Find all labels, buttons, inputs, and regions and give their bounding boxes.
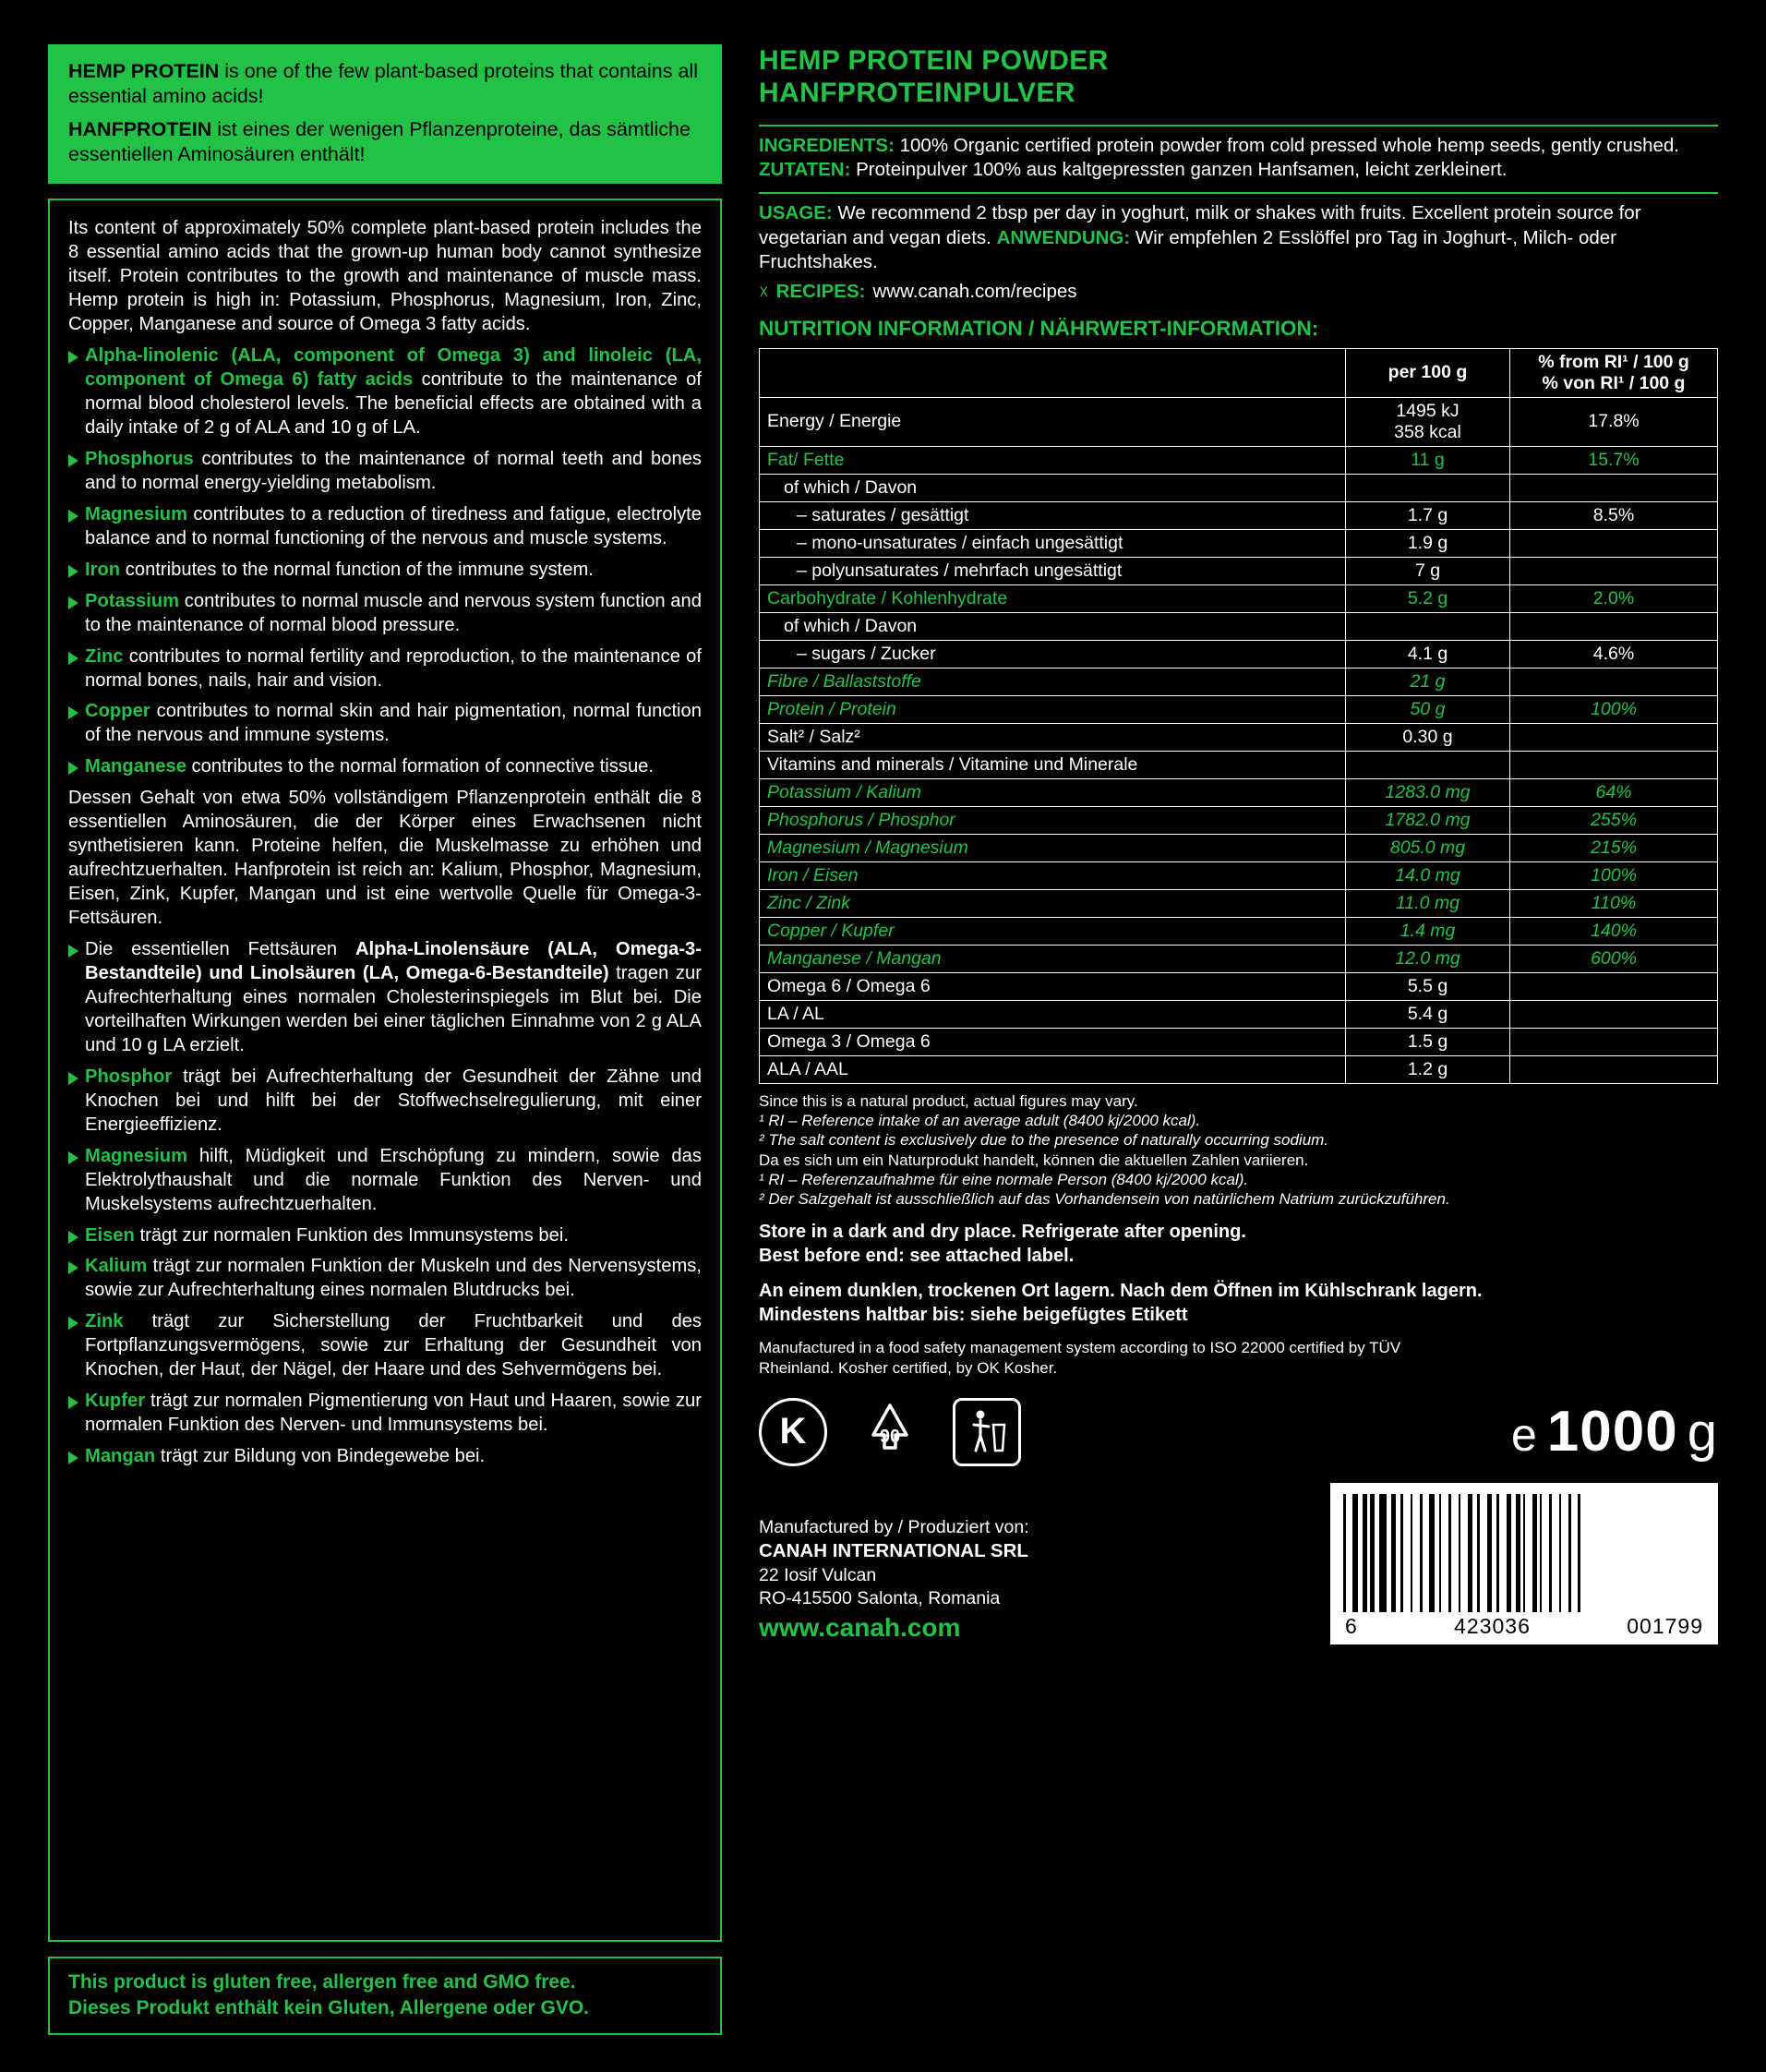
benefit-lead: Alpha-linolenic (ALA, component of Omega 3) and linoleic (LA, component of Omega 6) fatty acids xyxy=(85,345,702,391)
row-label: Fat/ Fette xyxy=(760,446,1346,474)
storage-de-1: An einem dunklen, trockenen Ort lagern. Nach dem Öffnen im Kühlschrank lagern. xyxy=(759,1281,1483,1302)
nutrition-heading: NUTRITION INFORMATION / NÄHRWERT-INFORMATION: xyxy=(759,316,1319,340)
barcode xyxy=(1330,1483,1718,1644)
row-label: – mono-unsaturates / einfach ungesättigt xyxy=(760,529,1346,557)
recycle-icon xyxy=(851,1398,929,1466)
row-value: 5.2 g xyxy=(1346,584,1510,612)
manufacturer-block xyxy=(759,1516,1312,1644)
row-ri xyxy=(1510,529,1718,557)
table-row xyxy=(760,557,1718,584)
benefit-lead: Alpha-Linolensäure (ALA, Omega-3-Bestandteile) und Linolsäuren (LA, Omega-6-Bestandteile) xyxy=(85,939,702,983)
hero-line-de xyxy=(68,117,702,167)
table-row xyxy=(760,889,1718,917)
cutlery-icon: ☓ xyxy=(759,282,769,303)
benefits-intro-de: Dessen Gehalt von etwa 50% vollständigem Pflanzenprotein enthält die 8 essentiellen Aminosäuren, die der Körper eines Erwachsenen nicht synthetisieren kann. Proteine helfen, die Muskelmasse zu erhöhen und aufrechtzuerhalten. Hanfprotein ist reich an: Kalium, Phosphor, Magnesium, Eisen, Zink, Kupfer, Mangan und ist eine wertvolle Quelle für Omega-3-Fettsäuren. xyxy=(68,788,702,929)
row-value: 7 g xyxy=(1346,557,1510,584)
benefit-kupfer-de xyxy=(68,1390,702,1438)
ingredients-text-de: Proteinpulver 100% aus kaltgepressten ganzen Hanfsamen, leicht zerkleinert. xyxy=(850,159,1508,181)
benefit-text: trägt zur normalen Funktion der Muskeln und des Nervensystems, sowie zur Aufrechterhaltung eines normalen Blutdrucks bei. xyxy=(85,1256,702,1301)
row-value: 1.5 g xyxy=(1346,1028,1510,1055)
benefit-text: trägt bei Aufrechterhaltung der Gesundheit der Zähne und Knochen bei und hilft bei der Stoffwechselregulierung, mit einer Energieeffizienz. xyxy=(85,1066,702,1135)
benefit-phosphorus-en xyxy=(68,448,702,496)
barcode-digits xyxy=(1343,1612,1705,1639)
benefit-magnesium-de xyxy=(68,1145,702,1217)
benefit-ala-la-de xyxy=(68,938,702,1058)
benefit-ala-la-en xyxy=(68,344,702,440)
benefit-text: contributes to the normal formation of connective tissue. xyxy=(186,756,655,777)
row-value xyxy=(1346,474,1510,501)
benefit-zink-de xyxy=(68,1310,702,1382)
table-row xyxy=(760,834,1718,861)
ingredients-label-en: INGREDIENTS: xyxy=(759,134,895,156)
left-column xyxy=(48,44,722,2035)
benefit-lead: Kalium xyxy=(85,1256,148,1277)
row-label: Omega 3 / Omega 6 xyxy=(760,1028,1346,1055)
benefit-text: trägt zur Sicherstellung der Fruchtbarkeit und des Fortpflanzungsvermögens, sowie zur Erhaltung der Gesundheit von Knochen, der Haut, der Nägel, der Haare und des Sehvermögens bei. xyxy=(85,1311,702,1380)
header-ri-line2: % von RI¹ / 100 g xyxy=(1542,372,1686,393)
benefit-lead: Copper xyxy=(85,701,150,722)
row-ri: 100% xyxy=(1510,695,1718,723)
manufacturer-street: 22 Iosif Vulcan xyxy=(759,1564,877,1585)
footnote-natural-de: Da es sich um ein Naturprodukt handelt, können die aktuellen Zahlen variieren. xyxy=(759,1150,1309,1169)
hero-en-bold: HEMP PROTEIN xyxy=(68,60,220,82)
row-label: Vitamins and minerals / Vitamine und Minerale xyxy=(760,751,1346,778)
storage-instructions xyxy=(759,1220,1718,1327)
benefit-lead: Potassium xyxy=(85,590,180,611)
manufacturer-city: RO-415500 Salonta, Romania xyxy=(759,1588,1001,1609)
hero-de-rest: ist eines der wenigen Pflanzenproteine, das sämtliche essentiellen Aminosäuren enthält! xyxy=(68,118,691,166)
row-label: Magnesium / Magnesium xyxy=(760,834,1346,861)
table-row xyxy=(760,640,1718,668)
recipes-label: RECIPES: xyxy=(775,281,866,303)
benefit-lead: Phosphorus xyxy=(85,448,194,469)
row-ri: 2.0% xyxy=(1510,584,1718,612)
storage-en-2: Best before end: see attached label. xyxy=(759,1246,1075,1267)
benefit-text: contributes to normal skin and hair pigmentation, normal function of the nervous and immune systems. xyxy=(85,701,702,746)
benefit-lead: Magnesium xyxy=(85,503,188,524)
row-label: of which / Davon xyxy=(760,474,1346,501)
row-ri: 140% xyxy=(1510,917,1718,945)
benefit-text: hilft, Müdigkeit und Erschöpfung zu mindern, sowie das Elektrolythaushalt und die normale Funktion des Nerven- und Muskelsystems aufrechtzuerhalten. xyxy=(85,1145,702,1214)
manufacturer-label: Manufactured by / Produziert von: xyxy=(759,1516,1029,1537)
table-header-row xyxy=(760,348,1718,397)
row-value: 1782.0 mg xyxy=(1346,806,1510,834)
row-value: 0.30 g xyxy=(1346,723,1510,751)
row-ri xyxy=(1510,1028,1718,1055)
benefit-lead: Zinc xyxy=(85,645,124,667)
benefit-text: trägt zur Bildung von Bindegewebe bei. xyxy=(155,1446,486,1467)
table-row xyxy=(760,584,1718,612)
row-ri: 215% xyxy=(1510,834,1718,861)
table-row xyxy=(760,1000,1718,1028)
row-ri xyxy=(1510,751,1718,778)
table-row xyxy=(760,668,1718,695)
certification-icons-row xyxy=(759,1398,1718,1466)
benefit-pre: Die essentiellen Fettsäuren xyxy=(85,939,355,960)
table-row xyxy=(760,945,1718,972)
row-value: 1.9 g xyxy=(1346,529,1510,557)
row-label: of which / Davon xyxy=(760,612,1346,640)
recipes-url[interactable]: www.canah.com/recipes xyxy=(872,281,1077,303)
footnote-ri-de: ¹ RI – Referenzaufnahme für eine normale Person (8400 kj/2000 kcal). xyxy=(759,1170,1249,1188)
allergen-claim-box xyxy=(48,1957,722,2035)
row-ri: 255% xyxy=(1510,806,1718,834)
row-ri: 8.5% xyxy=(1510,501,1718,529)
benefit-text: contributes to the maintenance of normal teeth and bones and to normal energy-yielding metabolism. xyxy=(85,448,702,493)
ingredients-label-de: ZUTATEN: xyxy=(759,159,851,181)
row-ri xyxy=(1510,612,1718,640)
benefit-kalium-de xyxy=(68,1255,702,1303)
weight-unit: g xyxy=(1687,1403,1718,1464)
estimated-sign: e xyxy=(1510,1409,1538,1462)
benefit-text: contributes to the normal function of the immune system. xyxy=(120,559,594,580)
storage-en-1: Store in a dark and dry place. Refrigerate after opening. xyxy=(759,1222,1246,1243)
ingredients-text-en: 100% Organic certified protein powder from cold pressed whole hemp seeds, gently crushed. xyxy=(894,134,1679,156)
row-value: 1.2 g xyxy=(1346,1055,1510,1083)
hero-de-bold: HANFPROTEIN xyxy=(68,118,212,141)
header-per-100g: per 100 g xyxy=(1346,348,1510,397)
row-label: – saturates / gesättigt xyxy=(760,501,1346,529)
row-ri: 110% xyxy=(1510,889,1718,917)
table-row xyxy=(760,917,1718,945)
row-ri: 17.8% xyxy=(1510,397,1718,446)
header-blank xyxy=(760,348,1346,397)
row-label: Fibre / Ballaststoffe xyxy=(760,668,1346,695)
row-label: Omega 6 / Omega 6 xyxy=(760,972,1346,1000)
storage-de-2: Mindestens haltbar bis: siehe beigefügtes Etikett xyxy=(759,1305,1188,1326)
benefit-lead: Magnesium xyxy=(85,1145,188,1166)
row-value: 1283.0 mg xyxy=(1346,778,1510,806)
usage-text-en: We recommend 2 tbsp per day in yoghurt, milk or shakes with fruits. Excellent protein source for vegetarian and vegan diets. xyxy=(759,202,1641,248)
manufacturer-name: CANAH INTERNATIONAL SRL xyxy=(759,1540,1028,1562)
table-row xyxy=(760,397,1718,446)
row-value: 1495 kJ 358 kcal xyxy=(1346,397,1510,446)
benefit-text: contributes to normal fertility and reproduction, to the maintenance of normal bones, nails, hair and vision. xyxy=(85,645,702,691)
benefits-intro-en: Its content of approximately 50% complete plant-based protein includes the 8 essential amino acids that the grown-up human body cannot synthesize itself. Protein contributes to the growth and maintenance of muscle mass. Hemp protein is high in: Potassium, Phosphorus, Magnesium, Iron, Zinc, Copper, Manganese and source of Omega 3 fatty acids. xyxy=(68,218,702,335)
kosher-k-icon xyxy=(759,1398,827,1466)
header-ri xyxy=(1510,348,1718,397)
row-value: 5.5 g xyxy=(1346,972,1510,1000)
table-row xyxy=(760,446,1718,474)
usage-label-en: USAGE: xyxy=(759,202,833,224)
benefit-magnesium-en xyxy=(68,503,702,551)
row-value: 14.0 mg xyxy=(1346,861,1510,889)
footer-row xyxy=(759,1483,1718,1644)
recycle-code-text: 90 xyxy=(879,1426,901,1447)
row-value: 11 g xyxy=(1346,446,1510,474)
benefit-mangan-de xyxy=(68,1445,702,1469)
benefit-manganese-en xyxy=(68,755,702,779)
table-row xyxy=(760,474,1718,501)
row-label: LA / AL xyxy=(760,1000,1346,1028)
usage-text-de: Wir empfehlen 2 Esslöffel pro Tag in Joghurt-, Milch- oder Fruchtshakes. xyxy=(759,226,1616,273)
hero-line-en xyxy=(68,59,702,109)
row-ri: 15.7% xyxy=(1510,446,1718,474)
benefit-iron-en xyxy=(68,559,702,583)
row-label: – polyunsaturates / mehrfach ungesättigt xyxy=(760,557,1346,584)
ingredients-paragraph xyxy=(759,134,1718,183)
cert-line-2: Rheinland. Kosher certified, by OK Kosher. xyxy=(759,1358,1058,1377)
table-row xyxy=(760,612,1718,640)
benefit-text: trägt zur normalen Pigmentierung von Haut und Haaren, sowie zur normalen Funktion des Nerven- und Immunsystems bei. xyxy=(85,1391,702,1436)
allergen-claim-en: This product is gluten free, allergen free and GMO free. xyxy=(68,1971,576,1994)
barcode-digits-mid1: 423036 xyxy=(1454,1613,1531,1638)
header-ri-line1: % from RI¹ / 100 g xyxy=(1538,351,1689,372)
table-row xyxy=(760,1028,1718,1055)
footnote-natural-en: Since this is a natural product, actual figures may vary. xyxy=(759,1091,1138,1110)
row-ri xyxy=(1510,557,1718,584)
nutrition-table xyxy=(759,348,1718,1084)
row-value: 5.4 g xyxy=(1346,1000,1510,1028)
row-ri xyxy=(1510,474,1718,501)
row-value: 1.4 mg xyxy=(1346,917,1510,945)
benefit-copper-en xyxy=(68,700,702,748)
table-footnotes xyxy=(759,1091,1718,1210)
benefit-text: contributes to normal muscle and nervous system function and to the maintenance of normal blood pressure. xyxy=(85,590,702,635)
row-label: Copper / Kupfer xyxy=(760,917,1346,945)
kosher-letter: K xyxy=(779,1411,807,1452)
divider-1 xyxy=(759,125,1718,126)
benefit-lead: Eisen xyxy=(85,1224,135,1246)
row-label: Potassium / Kalium xyxy=(760,778,1346,806)
benefit-text: tragen zur Aufrechterhaltung eines normalen Cholesterinspiegels im Blut bei. Die vorteilhaften Wirkungen werden bei einer täglichen Einnahme von 2 g ALA und 10 g LA erzielt. xyxy=(85,963,702,1055)
row-value: 805.0 mg xyxy=(1346,834,1510,861)
net-weight xyxy=(1511,1399,1718,1464)
benefit-lead: Manganese xyxy=(85,756,186,777)
hero-en-rest: is one of the few plant-based proteins that contains all essential amino acids! xyxy=(68,60,698,108)
benefits-box xyxy=(48,199,722,1942)
usage-paragraph xyxy=(759,201,1718,275)
row-ri: 4.6% xyxy=(1510,640,1718,668)
row-label: Protein / Protein xyxy=(760,695,1346,723)
benefit-text: contribute to the maintenance of normal blood cholesterol levels. The beneficial effects are obtained with a daily intake of 2 g of ALA and 10 g of LA. xyxy=(85,369,703,438)
table-row xyxy=(760,723,1718,751)
footnote-ri-en: ¹ RI – Reference intake of an average adult (8400 kj/2000 kcal). xyxy=(759,1112,1201,1130)
row-value: 1.7 g xyxy=(1346,501,1510,529)
row-label: Iron / Eisen xyxy=(760,861,1346,889)
manufacturing-certification-note xyxy=(759,1338,1718,1378)
footnote-salt-de: ² Der Salzgehalt ist ausschließlich auf das Vorhandensein von natürlichem Natrium zurückzuführen. xyxy=(759,1190,1450,1209)
row-ri: 100% xyxy=(1510,861,1718,889)
table-row xyxy=(760,972,1718,1000)
tidyman-icon xyxy=(953,1398,1021,1466)
benefit-lead: Zink xyxy=(85,1311,124,1332)
hero-green-banner xyxy=(48,44,722,184)
benefit-lead: Mangan xyxy=(85,1446,156,1467)
website-link[interactable]: www.canah.com xyxy=(759,1612,961,1642)
product-title-de: HANFPROTEINPULVER xyxy=(759,78,1075,109)
allergen-claim-de: Dieses Produkt enthält kein Gluten, Allergene oder GVO. xyxy=(68,1996,590,2018)
row-label: ALA / AAL xyxy=(760,1055,1346,1083)
table-row xyxy=(760,861,1718,889)
product-title-en: HEMP PROTEIN POWDER xyxy=(759,45,1109,76)
benefit-potassium-en xyxy=(68,590,702,638)
row-label: Manganese / Mangan xyxy=(760,945,1346,972)
benefit-lead: Phosphor xyxy=(85,1066,173,1087)
recycle-arrows-svg xyxy=(851,1398,929,1466)
benefit-lead: Kupfer xyxy=(85,1391,146,1412)
barcode-digits-mid2: 001799 xyxy=(1627,1613,1703,1638)
tidyman-svg xyxy=(966,1408,1008,1456)
benefit-zinc-en xyxy=(68,645,702,693)
benefit-text: contributes to a reduction of tiredness and fatigue, electrolyte balance and to normal functioning of the nervous and muscle systems. xyxy=(85,503,702,548)
row-label: – sugars / Zucker xyxy=(760,640,1346,668)
divider-2 xyxy=(759,192,1718,194)
table-row xyxy=(760,695,1718,723)
row-ri xyxy=(1510,1055,1718,1083)
recipes-line xyxy=(759,281,1718,304)
barcode-bars xyxy=(1343,1494,1705,1612)
benefit-text: trägt zur normalen Funktion des Immunsystems bei. xyxy=(134,1224,569,1246)
row-label: Energy / Energie xyxy=(760,397,1346,446)
barcode-digit-left: 6 xyxy=(1345,1613,1358,1638)
row-ri: 600% xyxy=(1510,945,1718,972)
table-row xyxy=(760,1055,1718,1083)
right-column xyxy=(759,44,1718,2035)
benefit-phosphor-de xyxy=(68,1066,702,1138)
weight-amount: 1000 xyxy=(1546,1400,1678,1464)
row-ri xyxy=(1510,668,1718,695)
cert-line-1: Manufactured in a food safety management system according to ISO 22000 certified by TÜV xyxy=(759,1339,1401,1357)
table-row xyxy=(760,751,1718,778)
table-row xyxy=(760,501,1718,529)
benefit-eisen-de xyxy=(68,1224,702,1248)
product-title xyxy=(759,44,1718,110)
row-ri: 64% xyxy=(1510,778,1718,806)
table-row xyxy=(760,806,1718,834)
row-value: 12.0 mg xyxy=(1346,945,1510,972)
row-label: Salt² / Salz² xyxy=(760,723,1346,751)
row-value: 4.1 g xyxy=(1346,640,1510,668)
row-ri xyxy=(1510,1000,1718,1028)
storage-de-block xyxy=(759,1279,1718,1327)
row-label: Carbohydrate / Kohlenhydrate xyxy=(760,584,1346,612)
footnote-salt-en: ² The salt content is exclusively due to the presence of naturally occurring sodium. xyxy=(759,1131,1329,1150)
row-ri xyxy=(1510,972,1718,1000)
table-row xyxy=(760,529,1718,557)
benefit-lead: Iron xyxy=(85,559,121,580)
row-label: Phosphorus / Phosphor xyxy=(760,806,1346,834)
row-value: 11.0 mg xyxy=(1346,889,1510,917)
table-row xyxy=(760,778,1718,806)
row-value xyxy=(1346,612,1510,640)
row-label: Zinc / Zink xyxy=(760,889,1346,917)
row-value xyxy=(1346,751,1510,778)
row-value: 21 g xyxy=(1346,668,1510,695)
row-ri xyxy=(1510,723,1718,751)
usage-label-de: ANWENDUNG: xyxy=(996,226,1131,248)
row-value: 50 g xyxy=(1346,695,1510,723)
